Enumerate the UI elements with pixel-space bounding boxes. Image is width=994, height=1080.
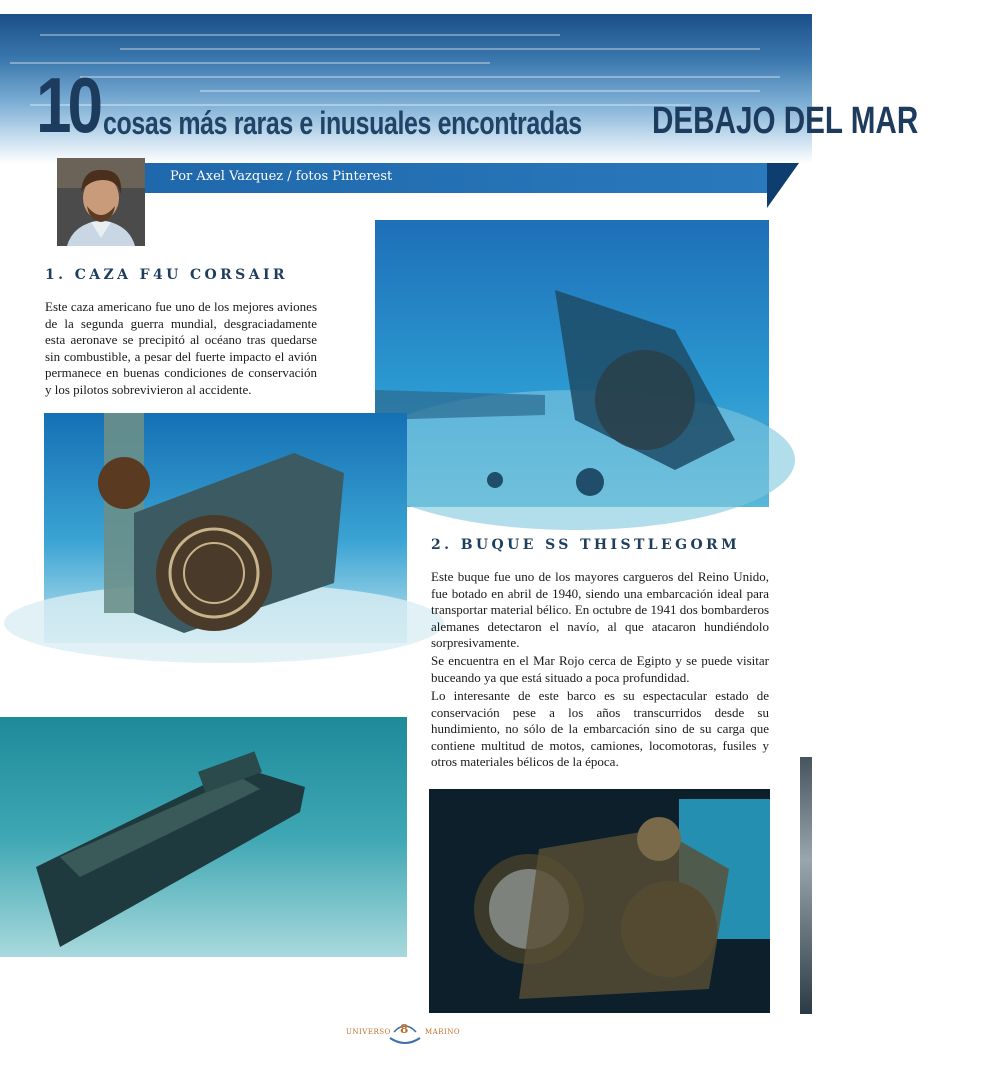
author-photo (57, 158, 145, 246)
section-2-paragraph-3: Lo interesante de este barco es su espectacular estado de conservación pese a los años transcurridos desde su hundimiento, no sólo de la embarcación sino de su carga que contiene multitud de motos, camiones, locomotoras, fusiles y otros materiales bélicos de la época. (431, 688, 769, 769)
photo-corsair-wreck-top (375, 220, 769, 507)
section-1-heading: 1. CAZA F4U CORSAIR (45, 267, 288, 283)
title-number: 10 (36, 61, 99, 149)
section-1-paragraph: Este caza americano fue uno de los mejores aviones de la segunda guerra mundial, desgraciadamente esta aeronave se precipitó al océano tras quedarse sin combustible, a pesar del fuerte impacto el avión permanece en buenas condiciones de conservación y los pilotos sobrevivieron al accidente. (45, 299, 317, 397)
section-2-paragraph-1: Este buque fue uno de los mayores cargueros del Reino Unido, fue botado en abril de 1940, siendo una embarcación ideal para transportar material bélico. En octubre de 1941 dos bombarderos alemanes detectaron el navío, al que atacaron hundiéndolo sorpresivamente. (431, 569, 769, 650)
footer-brand-right: MARINO (425, 1028, 461, 1036)
section-2-paragraph-2: Se encuentra en el Mar Rojo cerca de Egipto y se puede visitar buceando ya que está situado a poca profundidad. (431, 653, 769, 685)
article-title (36, 61, 994, 149)
byline-fold (767, 163, 799, 208)
adjacent-page-photo-edge (800, 757, 812, 1014)
photo-thistlegorm-cargo (429, 789, 770, 1013)
photo-corsair-wreck-engine (44, 413, 407, 643)
title-main: cosas más raras e inusuales encontradas (102, 105, 582, 141)
photo-thistlegorm-ship (0, 717, 407, 957)
page-footer (330, 1018, 480, 1048)
footer-brand-left: UNIVERSO (346, 1028, 391, 1036)
title-emphasis: DEBAJO DEL MAR (652, 100, 919, 142)
section-2-heading: 2. BUQUE SS THISTLEGORM (431, 537, 740, 553)
byline: Por Axel Vazquez / fotos Pinterest (170, 169, 393, 184)
page-number: 8 (400, 1022, 409, 1036)
